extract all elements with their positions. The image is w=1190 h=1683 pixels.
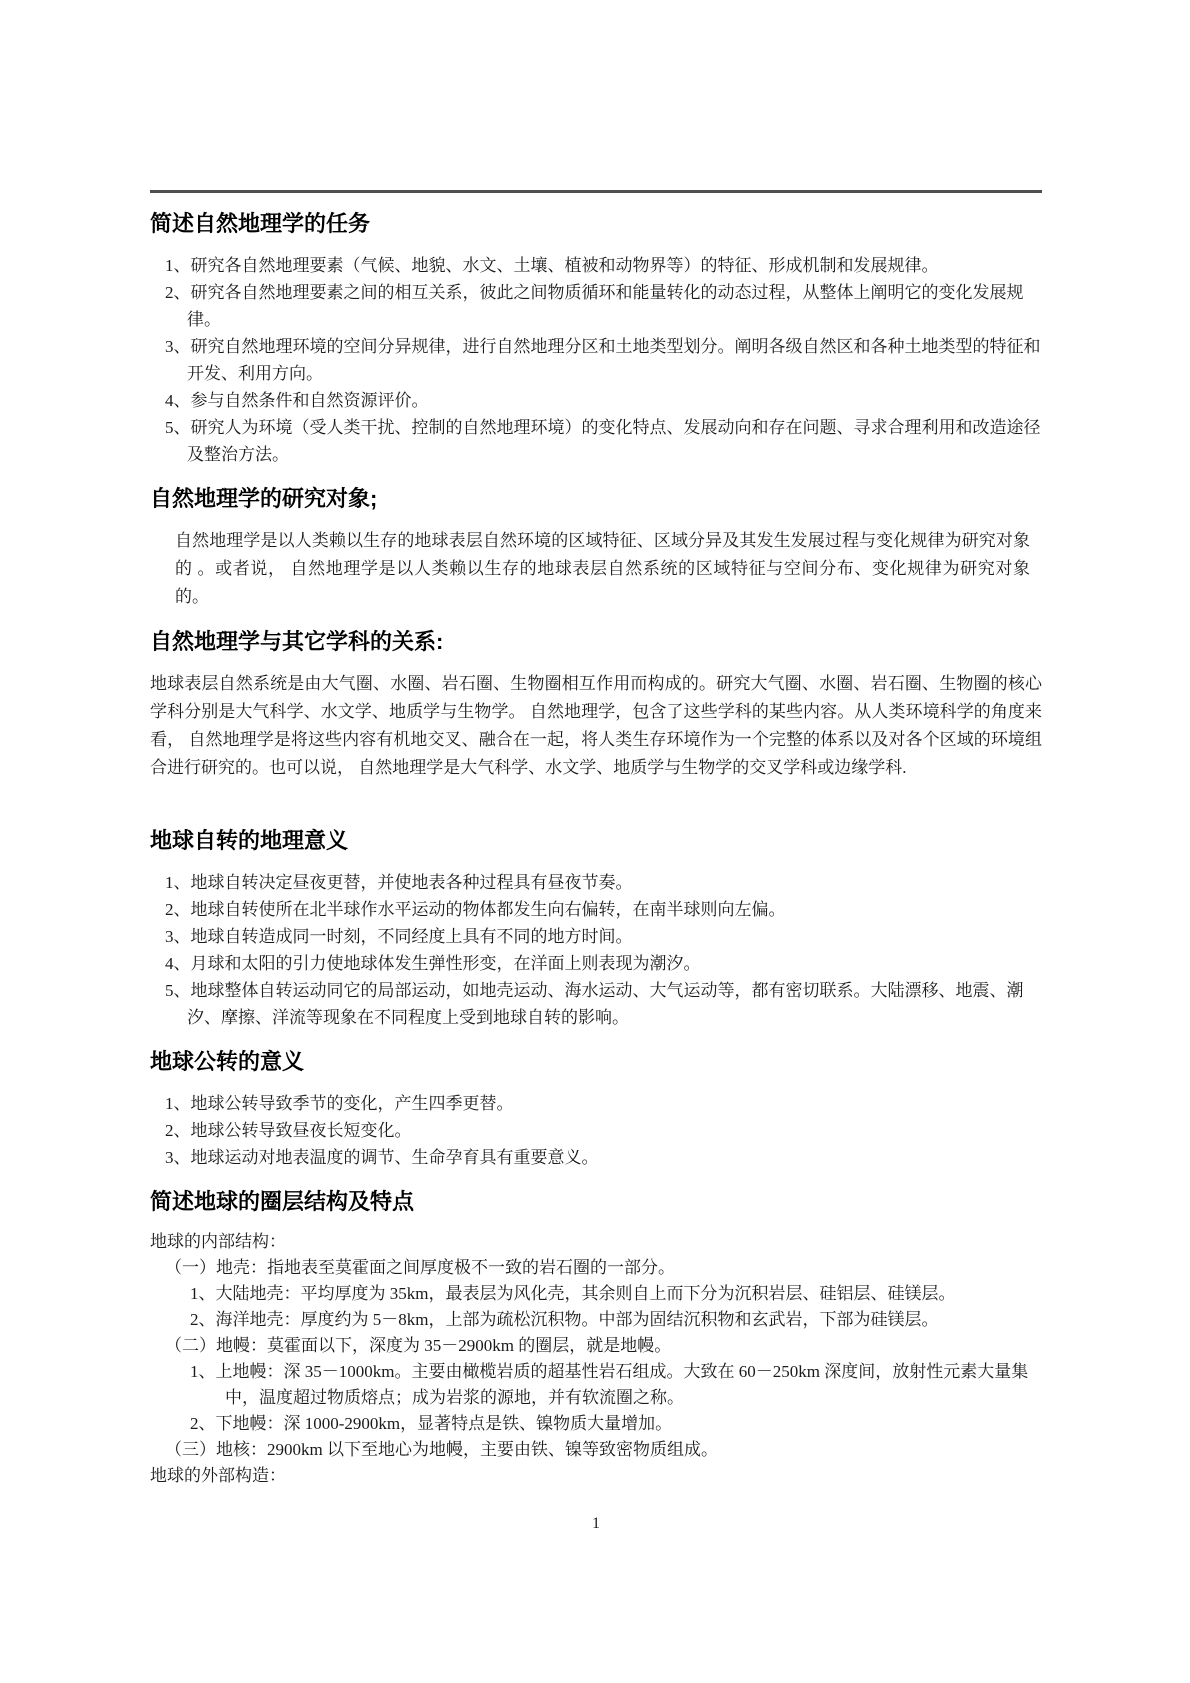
list-item: 3、研究自然地理环境的空间分异规律，进行自然地理分区和土地类型划分。阐明各级自然区和各种土地类型的特征和开发、利用方向。 <box>165 337 1041 383</box>
outline-line: 2、海洋地壳：厚度约为 5－8km，上部为疏松沉积物。中部为固结沉积物和玄武岩，下部为硅镁层。 <box>190 1310 939 1329</box>
research-object-paragraph: 自然地理学是以人类赖以生存的地球表层自然环境的区域特征、区域分异及其发生发展过程与变化规律为研究对象的 。或者说， 自然地理学是以人类赖以生存的地球表层自然系统的区域特征与空间分布、变化规律为研究对象的。 <box>175 531 1030 606</box>
section-revolution-heading: 地球公转的意义 <box>150 1049 305 1074</box>
outline-line: 2、下地幔：深 1000-2900km，显著特点是铁、镍物质大量增加。 <box>190 1414 673 1433</box>
list-item: 2、地球公转导致昼夜长短变化。 <box>165 1121 412 1140</box>
section-relations-heading: 自然地理学与其它学科的关系: <box>150 629 444 654</box>
list-item: 5、地球整体自转运动同它的局部运动，如地壳运动、海水运动、大气运动等，都有密切联系。大陆漂移、地震、潮汐、摩擦、洋流等现象在不同程度上受到地球自转的影响。 <box>165 981 1024 1027</box>
section-revolution <box>150 1047 1042 1171</box>
section-relations <box>150 627 1042 782</box>
outline-line: （一）地壳：指地表至莫霍面之间厚度极不一致的岩石圈的一部分。 <box>165 1258 675 1277</box>
section-research-object <box>150 484 1042 611</box>
section-layers-heading: 简述地球的圈层结构及特点 <box>150 1189 415 1214</box>
page-footer <box>150 1515 1042 1533</box>
outline-line: 地球的内部结构： <box>150 1232 286 1251</box>
list-item: 1、地球公转导致季节的变化，产生四季更替。 <box>165 1094 514 1113</box>
section-tasks <box>150 209 1042 468</box>
list-item: 2、研究各自然地理要素之间的相互关系，彼此之间物质循环和能量转化的动态过程，从整体上阐明它的变化发展规律。 <box>165 283 1024 329</box>
list-item: 3、地球自转造成同一时刻，不同经度上具有不同的地方时间。 <box>165 927 633 946</box>
outline-line: 地球的外部构造： <box>150 1466 286 1485</box>
section-rotation-heading: 地球自转的地理意义 <box>150 828 349 853</box>
relations-paragraph: 地球表层自然系统是由大气圈、水圈、岩石圈、生物圈相互作用而构成的。研究大气圈、水圈、岩石圈、生物圈的核心学科分别是大气科学、水文学、地质学与生物学。 自然地理学，包含了这些学科的某些内容。从人类环境科学的角度来看， 自然地理学是将这些内容有机地交叉、融合在一起，将人类生存环境作为一个完整的体系以及对各个区域的环境组合进行研究的。也可以说， 自然地理学是大气科学、水文学、地质学与生物学的交叉学科或边缘学科. <box>150 674 1042 777</box>
list-item: 5、研究人为环境（受人类干扰、控制的自然地理环境）的变化特点、发展动向和存在问题、寻求合理利用和改造途径及整治方法。 <box>165 418 1041 464</box>
list-item: 4、参与自然条件和自然资源评价。 <box>165 391 429 410</box>
outline-line: （三）地核：2900km 以下至地心为地幔，主要由铁、镍等致密物质组成。 <box>165 1440 718 1459</box>
list-item: 1、研究各自然地理要素（气候、地貌、水文、土壤、植被和动物界等）的特征、形成机制和发展规律。 <box>165 256 939 275</box>
outline-line: 1、大陆地壳：平均厚度为 35km，最表层为风化壳，其余则自上而下分为沉积岩层、硅铝层、硅镁层。 <box>190 1284 956 1303</box>
list-item: 3、地球运动对地表温度的调节、生命孕育具有重要意义。 <box>165 1148 599 1167</box>
section-rotation <box>150 826 1042 1031</box>
section-layers <box>150 1187 1042 1489</box>
page-number: 1 <box>592 1515 600 1532</box>
outline-line: 1、上地幔：深 35－1000km。主要由橄榄岩质的超基性岩石组成。大致在 60－250km 深度间，放射性元素大量集中，温度超过物质熔点；成为岩浆的源地，并有软流圈之称。 <box>190 1362 1029 1407</box>
list-item: 1、地球自转决定昼夜更替，并使地表各种过程具有昼夜节奏。 <box>165 873 633 892</box>
rotation-list <box>150 869 1042 1031</box>
layers-outline <box>150 1229 1042 1489</box>
list-item: 2、地球自转使所在北半球作水平运动的物体都发生向右偏转，在南半球则向左偏。 <box>165 900 786 919</box>
outline-line: （二）地幔：莫霍面以下，深度为 35－2900km 的圈层，就是地幔。 <box>165 1336 672 1355</box>
list-item: 4、月球和太阳的引力使地球体发生弹性形变，在洋面上则表现为潮汐。 <box>165 954 701 973</box>
section-research-object-heading: 自然地理学的研究对象; <box>150 486 378 511</box>
revolution-list <box>150 1090 1042 1171</box>
header-horizontal-rule <box>150 190 1042 193</box>
tasks-list <box>150 252 1042 468</box>
section-tasks-heading: 简述自然地理学的任务 <box>150 211 371 236</box>
